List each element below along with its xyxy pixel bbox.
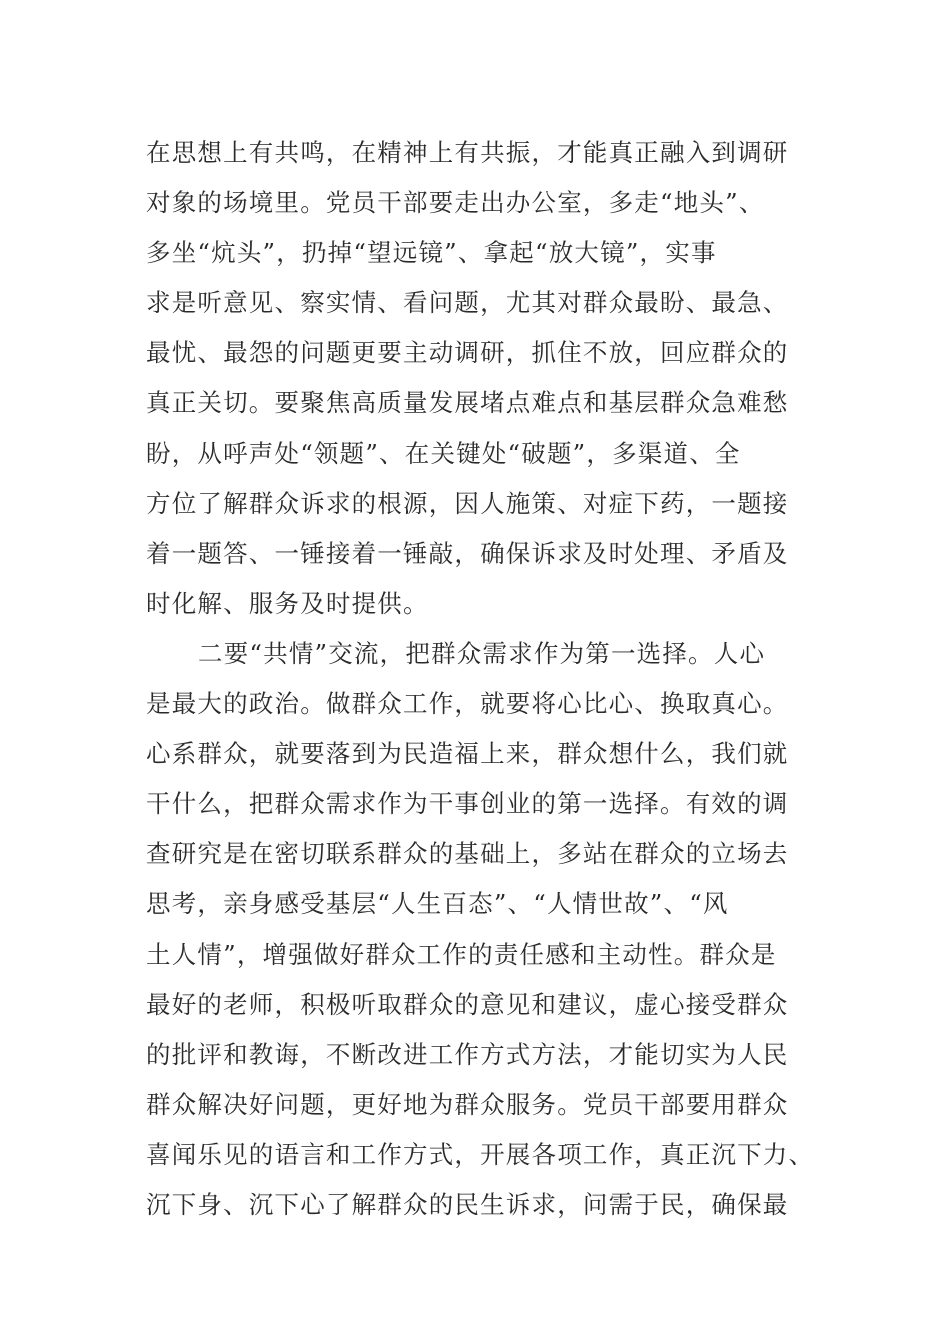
text-line: 的批评和教诲，不断改进工作方式方法，才能切实为人民 [146,1039,789,1069]
text-line: 心系群众，就要落到为民造福上来，群众想什么，我们就 [146,739,789,769]
paragraph-start-line: 二要“共情”交流，把群众需求作为第一选择。人心 [198,638,766,668]
text-line: 最忧、最怨的问题更要主动调研，抓住不放，回应群众的 [146,338,789,368]
text-line: 盼，从呼声处“领题”、在关键处“破题”，多渠道、全 [146,438,741,468]
text-line: 时化解、服务及时提供。 [146,588,429,618]
text-line: 查研究是在密切联系群众的基础上，多站在群众的立场去 [146,839,789,869]
text-line: 喜闻乐见的语言和工作方式，开展各项工作，真正沉下力、 [146,1139,815,1169]
body-text [146,128,815,1230]
text-line: 沉下身、沉下心了解群众的民生诉求，问需于民，确保最 [146,1189,789,1219]
text-line: 是最大的政治。做群众工作，就要将心比心、换取真心。 [146,689,789,719]
text-line: 对象的场境里。党员干部要走出办公室，多走“地头”、 [146,188,765,218]
text-line: 方位了解群众诉求的根源，因人施策、对症下药，一题接 [146,488,789,518]
text-line: 群众解决好问题，更好地为群众服务。党员干部要用群众 [146,1089,789,1119]
text-line: 最好的老师，积极听取群众的意见和建议，虚心接受群众 [146,989,789,1019]
text-line: 真正关切。要聚焦高质量发展堵点难点和基层群众急难愁 [146,388,789,418]
text-line: 思考，亲身感受基层“人生百态”、“人情世故”、“风 [146,889,729,919]
text-line: 求是听意见、察实情、看问题，尤其对群众最盼、最急、 [146,288,789,318]
text-line: 着一题答、一锤接着一锤敲，确保诉求及时处理、矛盾及 [146,538,789,568]
text-line: 干什么，把群众需求作为干事创业的第一选择。有效的调 [146,789,789,819]
text-line: 在思想上有共鸣，在精神上有共振，才能真正融入到调研 [146,138,789,167]
text-line: 土人情”，增强做好群众工作的责任感和主动性。群众是 [146,939,777,969]
text-line: 多坐“炕头”，扔掉“望远镜”、拿起“放大镜”，实事 [146,238,717,268]
